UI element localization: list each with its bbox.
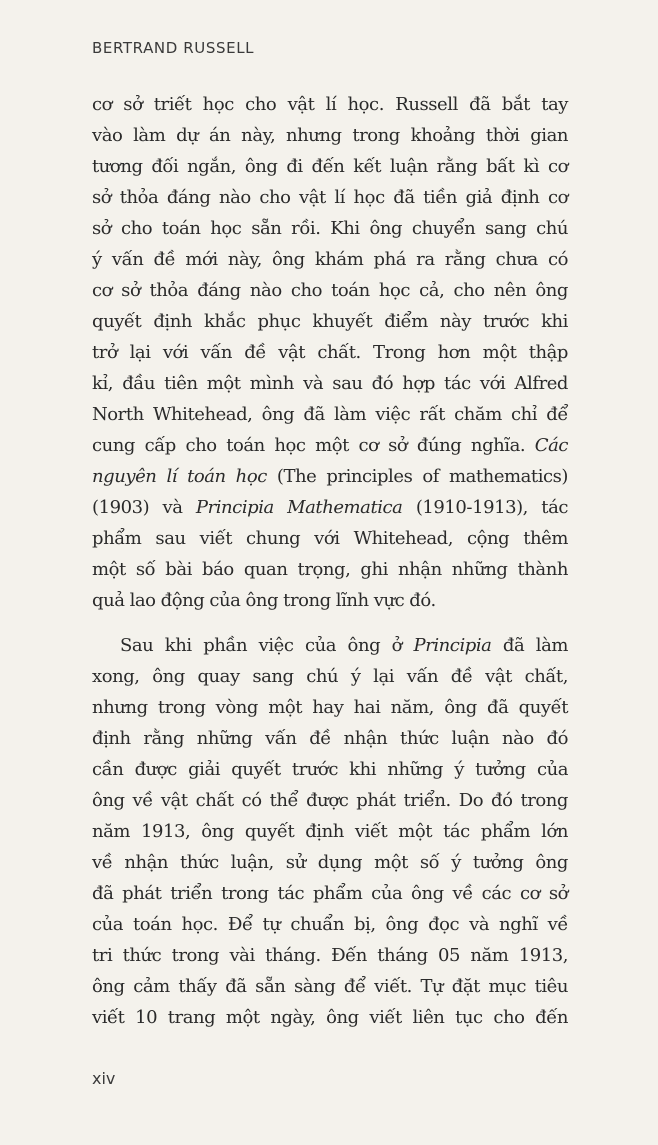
text-line: về nhận thức luận, sử dụng một số ý tưởng ông [92, 852, 568, 873]
book-title-italic: nguyên lí toán học [92, 466, 267, 487]
text-run: Sau khi phần việc của ông ở [120, 635, 414, 656]
text-line: phẩm sau viết chung với Whitehead, cộng thêm [92, 528, 568, 549]
text-line: của toán học. Để tự chuẩn bị, ông đọc và nghĩ về [92, 914, 568, 935]
text-line: sở cho toán học sẵn rồi. Khi ông chuyển sang chú [92, 218, 568, 239]
text-run: (1910-1913), tác [402, 497, 568, 518]
book-title-italic: Principia Mathematica [195, 497, 403, 518]
text-run: đã làm [491, 635, 568, 656]
text-line: tri thức trong vài tháng. Đến tháng 05 năm 1913, [92, 945, 568, 966]
paragraph-2 [92, 630, 568, 1033]
text-line: quả lao động của ông trong lĩnh vực đó. [92, 590, 436, 611]
text-line: ý vấn đề mới này, ông khám phá ra rằng chưa có [92, 249, 568, 270]
text-run: (The principles of mathematics) [266, 466, 568, 487]
text-line: ông cảm thấy đã sẵn sàng để viết. Tự đặt mục tiêu [92, 976, 568, 997]
body-text [92, 89, 568, 1033]
text-line: trở lại với vấn đề vật chất. Trong hơn một thập [92, 342, 568, 363]
text-line: vào làm dự án này, nhưng trong khoảng thời gian [92, 125, 568, 146]
text-line: định rằng những vấn đề nhận thức luận nào đó [92, 728, 568, 749]
text-run: cung cấp cho toán học một cơ sở đúng nghĩa. [92, 435, 535, 456]
text-line: xong, ông quay sang chú ý lại vấn đề vật chất, [92, 666, 568, 687]
text-line: cơ sở triết học cho vật lí học. Russell đã bắt tay [92, 94, 568, 115]
text-line: năm 1913, ông quyết định viết một tác phẩm lớn [92, 821, 568, 842]
book-title-italic: Các [534, 435, 568, 456]
text-line: sở thỏa đáng nào cho vật lí học đã tiền giả định cơ [92, 187, 568, 208]
text-line: cần được giải quyết trước khi những ý tưởng của [92, 759, 568, 780]
text-line: ông về vật chất có thể được phát triển. Do đó trong [92, 790, 568, 811]
text-line: viết 10 trang một ngày, ông viết liên tục cho đến [92, 1007, 568, 1028]
text-line: kỉ, đầu tiên một mình và sau đó hợp tác với Alfred [92, 373, 568, 394]
text-line: nhưng trong vòng một hay hai năm, ông đã quyết [92, 697, 568, 718]
text-line: đã phát triển trong tác phẩm của ông về các cơ sở [92, 883, 568, 904]
text-line: cơ sở thỏa đáng nào cho toán học cả, cho nên ông [92, 280, 568, 301]
paragraph-1 [92, 89, 568, 616]
book-title-italic: Principia [413, 635, 492, 656]
text-line [92, 461, 568, 492]
text-line [92, 492, 568, 523]
text-line: North Whitehead, ông đã làm việc rất chăm chỉ để [92, 404, 568, 425]
text-line [92, 430, 568, 461]
text-line: quyết định khắc phục khuyết điểm này trước khi [92, 311, 568, 332]
text-line: một số bài báo quan trọng, ghi nhận những thành [92, 559, 568, 580]
text-line [92, 630, 568, 661]
page-number: xiv [92, 1069, 116, 1088]
running-header: BERTRAND RUSSELL [92, 39, 255, 57]
text-line: tương đối ngắn, ông đi đến kết luận rằng bất kì cơ [92, 156, 568, 177]
text-run: (1903) và [92, 497, 196, 518]
